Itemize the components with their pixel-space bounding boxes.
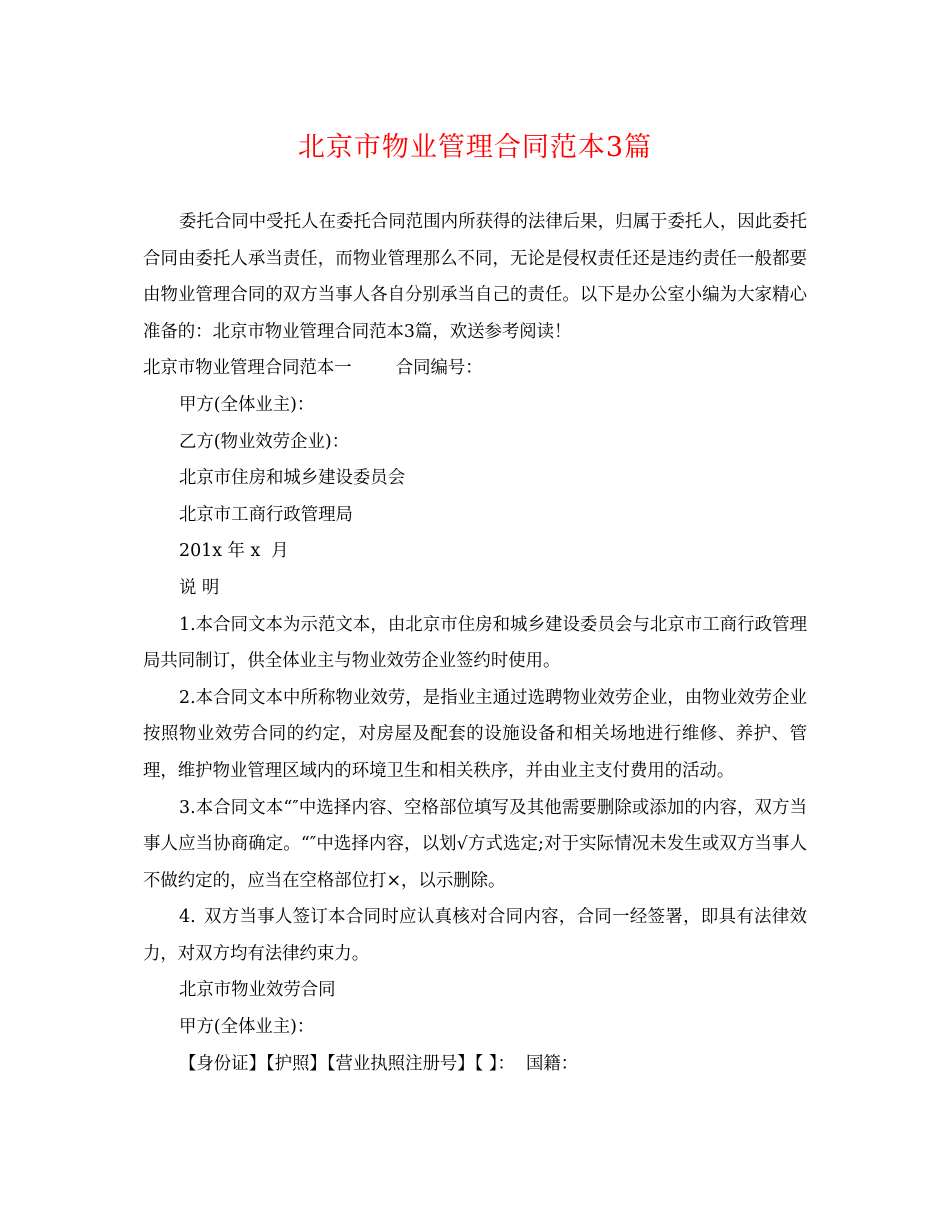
note-2: 2.本合同文本中所称物业效劳，是指业主通过选聘物业效劳企业，由物业效劳企业按照物业效劳合同的约定，对房屋及配套的设施设备和相关场地进行维修、养护、管理，维护物业管理区域内的环境卫生和相关秩序，并由业主支付费用的活动。: [143, 687, 807, 781]
document-title: 北京市物业管理合同范本3篇: [297, 132, 653, 163]
date-line: 201x 年 x 月: [179, 541, 289, 562]
intro-paragraph: 委托合同中受托人在委托合同范围内所获得的法律后果，归属于委托人，因此委托合同由委托人承当责任，而物业管理那么不同，无论是侵权责任还是违约责任一般都要由物业管理合同的双方当事人各自分别承当自己的责任。以下是办公室小编为大家精心准备的：北京市物业管理合同范本3篇，欢送参考阅读！: [143, 212, 807, 342]
contract-title: 北京市物业效劳合同: [179, 980, 336, 1001]
section-heading: 北京市物业管理合同范本一: [143, 358, 352, 379]
party-b-line: 乙方(物业效劳企业)：: [179, 431, 350, 452]
party-a-repeat-line: 甲方(全体业主)：: [179, 1017, 315, 1038]
document-body: [143, 204, 807, 1082]
id-type-line: 【身份证】【护照】【营业执照注册号】【 】： 国籍：: [179, 1053, 579, 1074]
note-4-text: 双方当事人签订本合同时应认真核对合同内容，合同一经签署，即具有法律效力，对双方均有法律约束力。: [143, 907, 807, 964]
note-1: 1.本合同文本为示范文本，由北京市住房和城乡建设委员会与北京市工商行政管理局共同制订，供全体业主与物业效劳企业签约时使用。: [143, 614, 807, 672]
issuer-housing-committee: 北京市住房和城乡建设委员会: [179, 468, 406, 489]
contract-number-label: 合同编号：: [395, 358, 483, 379]
note-3: 3.本合同文本“″中选择内容、空格部位填写及其他需要删除或添加的内容，双方当事人应当协商确定。“″中选择内容，以划√方式选定;对于实际情况未发生或双方当事人不做约定的，应当在空格部位打×，以示删除。: [143, 797, 807, 891]
section-heading-line: [143, 350, 807, 387]
party-a-line: 甲方(全体业主)：: [179, 394, 315, 415]
issuer-commerce-bureau: 北京市工商行政管理局: [179, 504, 353, 525]
note-4-number: 4.: [179, 907, 196, 928]
explanation-heading: 说 明: [179, 577, 220, 598]
note-4: [143, 899, 807, 972]
